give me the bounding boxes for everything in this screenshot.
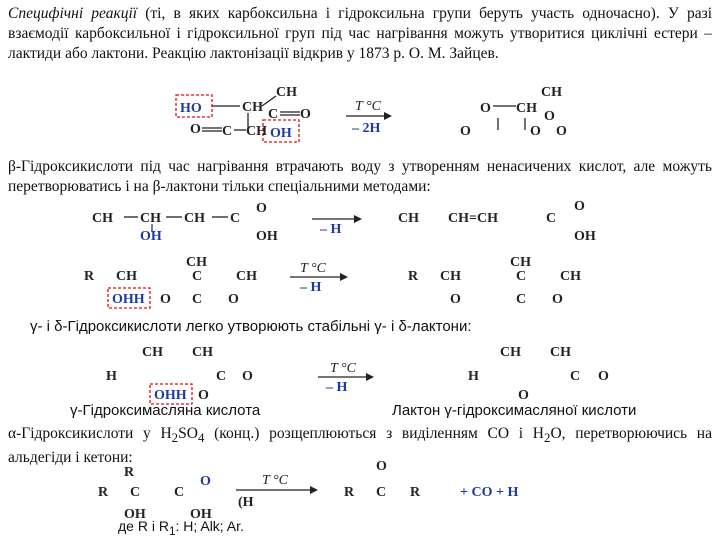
s3-r: R bbox=[84, 269, 95, 284]
s5-r1: R bbox=[124, 465, 135, 480]
s2-ch: CH bbox=[140, 211, 161, 226]
s3-ch3-product-right: CH bbox=[560, 269, 581, 284]
scheme-gamma-lactone bbox=[106, 345, 609, 404]
s3-o2: O bbox=[228, 292, 239, 307]
s2-ch-eq-ch: CH=CH bbox=[448, 211, 498, 226]
scheme-alpha-decomposition bbox=[98, 459, 518, 522]
scheme1-ho: HO bbox=[180, 101, 202, 116]
s4-h2c: H bbox=[106, 369, 117, 384]
beta-text: β-Гідроксикислоти під час нагрівання втрачають воду з утворенням ненасичених кислот, але можуть перетворюватись і на β-лактони тільки спеціальними методами: bbox=[8, 158, 712, 195]
s3-minus-h2o: – H bbox=[300, 280, 322, 295]
s5-plus-co: + CO + H bbox=[460, 485, 519, 500]
s2-o-product: O bbox=[574, 199, 585, 214]
s2-ch3: CH bbox=[92, 211, 113, 226]
caption-right: Лактон γ-гідроксимасляної кислоти bbox=[392, 402, 637, 419]
lactide-o-left: O bbox=[460, 124, 471, 139]
s4-ch2-b: CH bbox=[192, 345, 213, 360]
alpha-sub1: 2 bbox=[171, 430, 179, 446]
s3-ch-product: CH bbox=[440, 269, 461, 284]
s3-hoh: OHH bbox=[112, 292, 145, 307]
s5-r: R bbox=[98, 485, 109, 500]
lactide-o-right: O bbox=[544, 109, 555, 124]
intro-text: (ті, в яких карбоксильна і гідроксильна групи беруть участь одночасно). У разі взаємодії карбоксильної і гідроксильної груп під час нагрівання можуть утворитися циклічні естери – лактиди або лактони. Реакцію лактонізації відкрив у 1873 р. О. М. Зайцев. bbox=[8, 5, 712, 62]
s4-minus-h2o: – H bbox=[326, 380, 348, 395]
lactide-o-top: O bbox=[480, 101, 491, 116]
s2-oh: OH bbox=[256, 229, 278, 244]
s5-r1-product: R bbox=[410, 485, 421, 500]
s4-ch2-a-product: CH bbox=[500, 345, 521, 360]
scheme1-c2: C bbox=[222, 124, 233, 139]
lactide-ch3: CH bbox=[541, 85, 562, 100]
s2-c: C bbox=[230, 211, 241, 226]
s5-c: C bbox=[130, 485, 141, 500]
s2-oh-blue: OH bbox=[140, 229, 162, 244]
s4-c-product: C bbox=[570, 369, 581, 384]
scheme1-minus-2h2o: – 2H bbox=[352, 121, 381, 136]
alpha-sub3: 2 bbox=[543, 430, 551, 446]
alpha-sub2: 4 bbox=[197, 430, 205, 446]
s5-oh: OH bbox=[124, 507, 146, 522]
s5-c-product: C bbox=[376, 485, 387, 500]
s4-h2c-product: H bbox=[468, 369, 479, 384]
s2-c-product: C bbox=[546, 211, 557, 226]
s2-ch3-product: CH bbox=[398, 211, 419, 226]
s4-o: O bbox=[242, 369, 253, 384]
s3-o-product: O bbox=[450, 292, 461, 307]
s2-ch2: CH bbox=[184, 211, 205, 226]
scheme1-c: C bbox=[268, 107, 279, 122]
s3-ch3-product: CH bbox=[510, 255, 531, 270]
scheme-lactide bbox=[176, 85, 567, 142]
s3-o: O bbox=[160, 292, 171, 307]
s5-c2: C bbox=[174, 485, 185, 500]
alpha-text-b: SO bbox=[178, 425, 198, 442]
alpha-text-a: α-Гідроксикислоти у H bbox=[8, 425, 172, 442]
footnote-sub: 1 bbox=[168, 524, 176, 538]
s4-o2: O bbox=[198, 388, 209, 403]
s4-o2-product: O bbox=[518, 388, 529, 403]
s4-ch2-b-product: CH bbox=[550, 345, 571, 360]
scheme-beta-lactone bbox=[84, 255, 581, 308]
s3-ch3: CH bbox=[186, 255, 207, 270]
footnote-a: де R і R bbox=[118, 518, 169, 534]
s2-oh-product: OH bbox=[574, 229, 596, 244]
alpha-text-c: (конц.) розщеплюються з виділенням CO і H bbox=[204, 425, 544, 442]
s3-c: C bbox=[192, 269, 203, 284]
lactide-ch: CH bbox=[516, 101, 537, 116]
s4-ohh: OHH bbox=[154, 388, 187, 403]
s3-o2-product: O bbox=[552, 292, 563, 307]
scheme1-o: O bbox=[300, 107, 311, 122]
scheme1-ch3: CH bbox=[276, 85, 297, 100]
caption-left: γ-Гідроксимасляна кислота bbox=[70, 402, 261, 419]
s3-r-product: R bbox=[408, 269, 419, 284]
lactide-o-far: O bbox=[556, 124, 567, 139]
s5-o-product: O bbox=[376, 459, 387, 474]
gamma-heading: γ- і δ-Гідроксикислоти легко утворюють стабільні γ- і δ-лактони: bbox=[30, 318, 472, 335]
alpha-text-d: O, перетворюючись на альдегіди і кетони: bbox=[8, 425, 712, 467]
scheme1-o2: O bbox=[190, 122, 201, 137]
s5-oh2: OH bbox=[190, 507, 212, 522]
s2-o: O bbox=[256, 201, 267, 216]
s4-o-product: O bbox=[598, 369, 609, 384]
scheme1-ch: CH bbox=[242, 100, 263, 115]
scheme1-ch-b: CH bbox=[246, 124, 267, 139]
s3-heat: T °C bbox=[300, 261, 326, 276]
s5-h2so4: (H bbox=[238, 495, 254, 510]
s4-c: C bbox=[216, 369, 227, 384]
s3-c2-product: C bbox=[516, 292, 527, 307]
s3-ch3-right: CH bbox=[236, 269, 257, 284]
s5-heat: T °C bbox=[262, 473, 288, 488]
lactide-o-ring: O bbox=[530, 124, 541, 139]
s3-ch: CH bbox=[116, 269, 137, 284]
s4-heat: T °C bbox=[330, 361, 356, 376]
scheme1-heat: T °C bbox=[355, 99, 381, 114]
s3-c-product: C bbox=[516, 269, 527, 284]
s2-minus-h2o: – H bbox=[320, 222, 342, 237]
intro-term: Специфічні реакції bbox=[8, 5, 138, 22]
s4-ch2-a: CH bbox=[142, 345, 163, 360]
scheme-beta-elimination bbox=[92, 199, 596, 244]
s5-o: O bbox=[200, 474, 211, 489]
s5-r-product: R bbox=[344, 485, 355, 500]
scheme1-oh: OH bbox=[270, 126, 292, 141]
footnote-b: : H; Alk; Ar. bbox=[175, 518, 244, 534]
s3-c2: C bbox=[192, 292, 203, 307]
